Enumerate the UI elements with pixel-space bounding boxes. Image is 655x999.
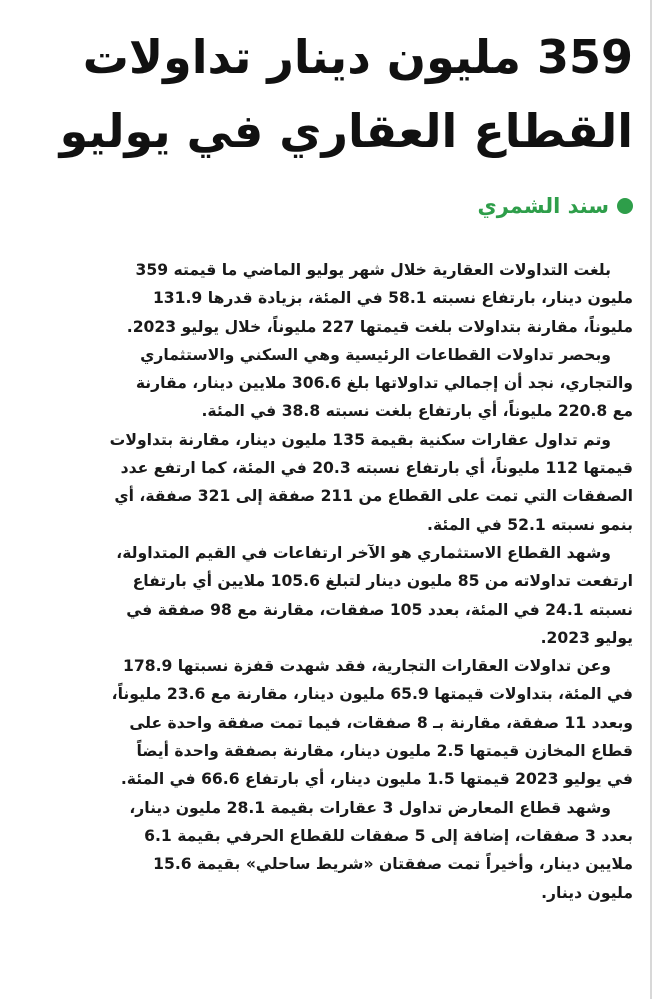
text-line: مليون دينار، بارتفاع نسبته 58.1 في المئة، بزيادة قدرها 131.9: [152, 289, 633, 308]
text-line: بنمو نسبته 52.1 في المئة.: [427, 515, 633, 534]
text-line: مليون دينار.: [541, 883, 633, 902]
headline-line: 359 مليون دينار تداولات: [82, 30, 633, 84]
paragraph: [27, 539, 633, 652]
headline-line: القطاع العقاري في يوليو: [59, 104, 633, 158]
author-name: سند الشمري: [477, 194, 609, 218]
text-line: ملايين دينار، وأخيراً تمت صفقتان «شريط ساحلي» بقيمة 15.6: [153, 855, 633, 874]
text-line: وتم تداول عقارات سكنية بقيمة 135 مليون دينار، مقارنة بتداولات: [109, 430, 611, 449]
bullet-dot-icon: [617, 198, 633, 214]
byline: [477, 194, 633, 218]
text-line: مليوناً، مقارنة بتداولات بلغت قيمتها 227 مليوناً، خلال يوليو 2023.: [126, 317, 633, 336]
text-line: وشهد القطاع الاستثماري هو الآخر ارتفاعات في القيم المتداولة،: [116, 543, 611, 562]
text-line: مع 220.8 مليوناً، أي بارتفاع بلغت نسبته 38.8 في المئة.: [201, 402, 633, 421]
column-divider: [650, 0, 652, 999]
text-line: وعن تداولات العقارات التجارية، فقد شهدت قفزة نسبتها 178.9: [123, 657, 611, 676]
headline: [33, 20, 633, 168]
paragraph: [27, 426, 633, 539]
text-line: وشهد قطاع المعارض تداول 3 عقارات بقيمة 28.1 مليون دينار،: [129, 798, 611, 817]
paragraph: [27, 652, 633, 793]
text-line: الصفقات التي تمت على القطاع من 211 صفقة إلى 321 صفقة، أي: [114, 487, 633, 506]
text-line: وبعدد 11 صفقة، مقارنة بـ 8 صفقات، فيما تمت صفقة واحدة على: [129, 713, 633, 732]
text-line: قطاع المخازن قيمتها 2.5 مليون دينار، مقارنة بصفقة واحدة أيضاً: [136, 742, 633, 761]
paragraph: [27, 794, 633, 907]
text-line: في المئة، بتداولات قيمتها 65.9 مليون دينار، مقارنة مع 23.6 مليوناً،: [111, 685, 633, 704]
text-line: ارتفعت تداولاته من 85 مليون دينار لتبلغ 105.6 ملايين أي بارتفاع: [132, 572, 633, 591]
paragraph: [27, 341, 633, 426]
text-line: نسبته 24.1 في المئة، بعدد 105 صفقات، مقارنة مع 98 صفقة في: [126, 600, 633, 619]
text-line: بلغت التداولات العقارية خلال شهر يوليو الماضي ما قيمته 359: [135, 261, 611, 279]
text-line: قيمتها 112 مليوناً، أي بارتفاع نسبته 20.3 في المئة، كما ارتفع عدد: [120, 459, 633, 478]
text-line: يوليو 2023.: [540, 628, 633, 647]
text-line: والتجاري، نجد أن إجمالي تداولاتها بلغ 306.6 ملايين دينار، مقارنة: [135, 374, 633, 393]
text-line: بعدد 3 صفقات، إضافة إلى 5 صفقات للقطاع الحرفي بقيمة 6.1: [144, 826, 633, 845]
text-line: في يوليو 2023 قيمتها 1.5 مليون دينار، أي بارتفاع 66.6 في المئة.: [120, 770, 633, 789]
paragraph: [27, 256, 633, 341]
text-line: وبحصر تداولات القطاعات الرئيسية وهي السكني والاستثماري: [140, 345, 611, 364]
article-body: [27, 256, 633, 907]
